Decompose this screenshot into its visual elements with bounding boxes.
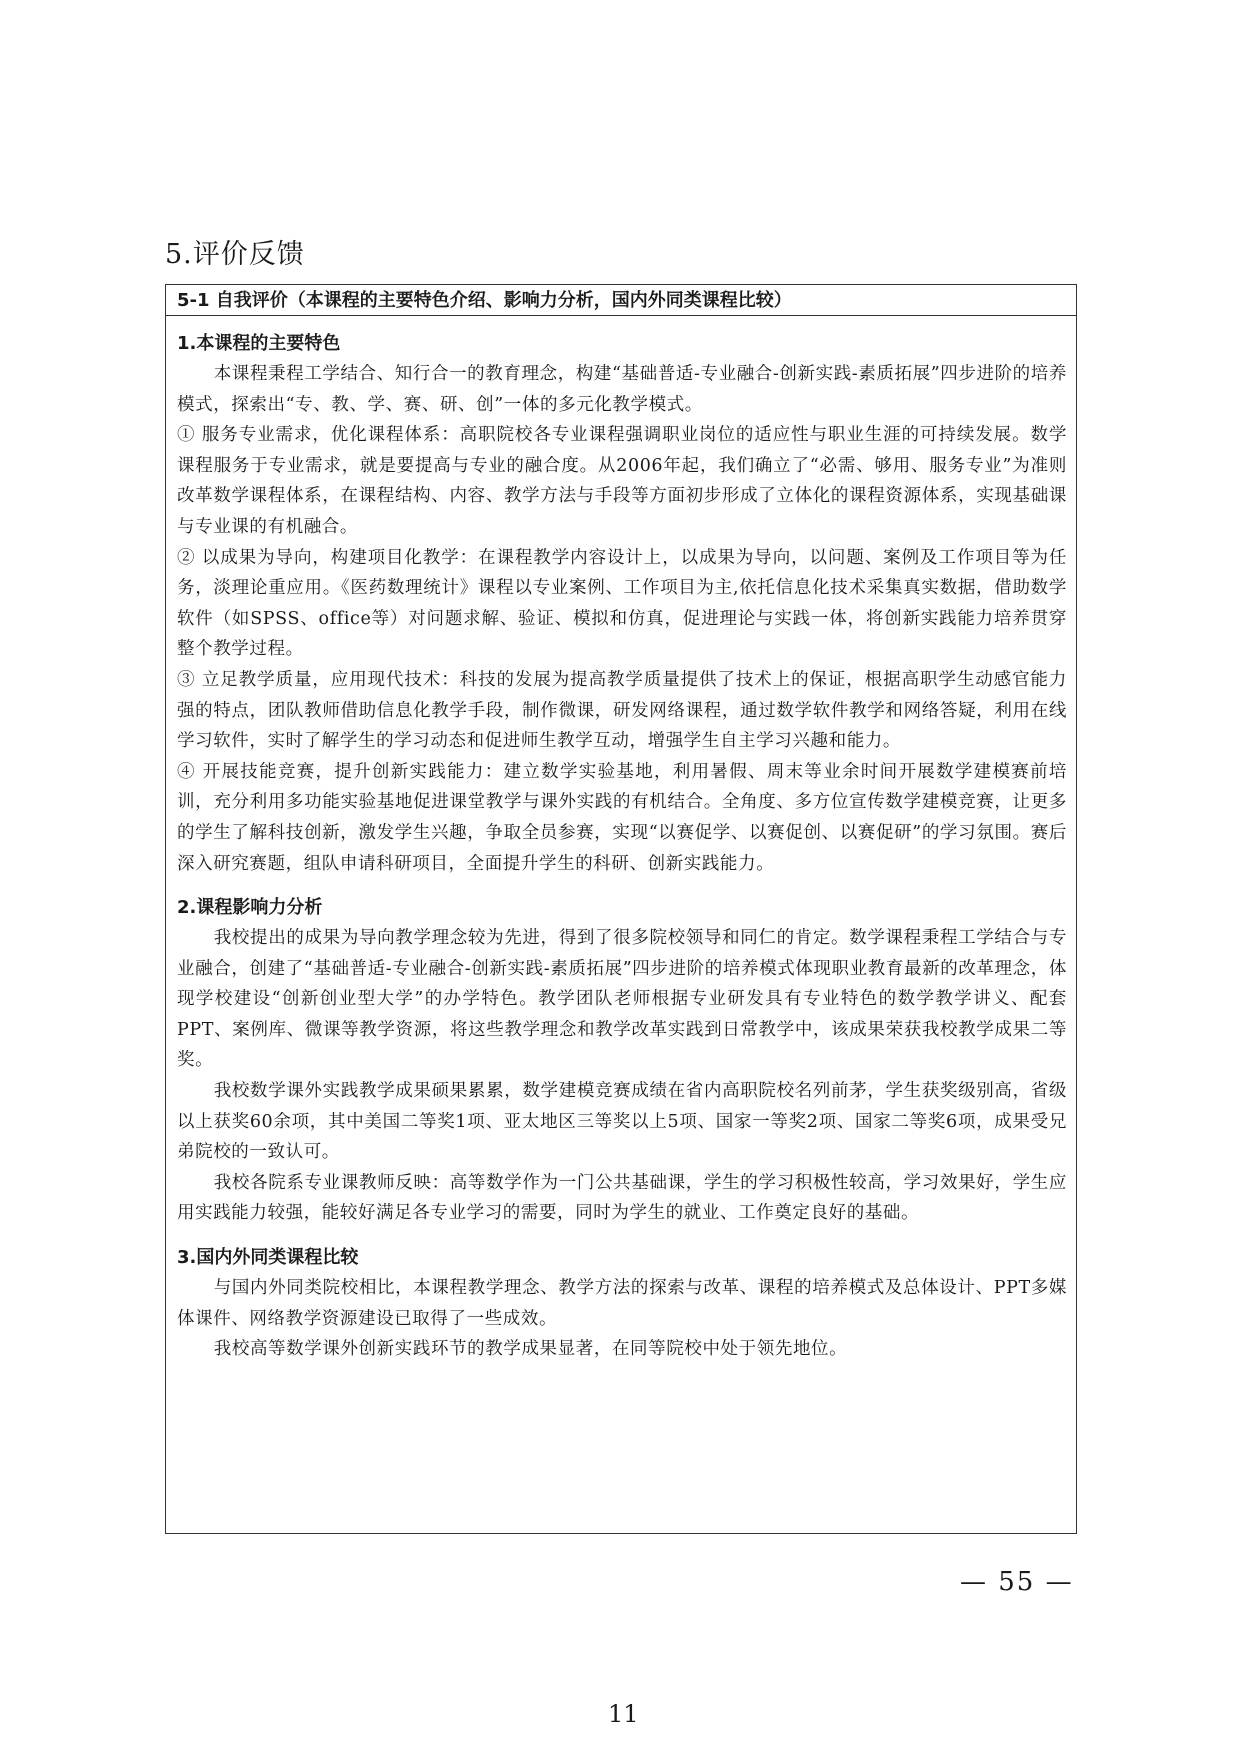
section-title: 5.评价反馈 — [165, 239, 305, 270]
paragraph: 我校高等数学课外创新实践环节的教学成果显著，在同等院校中处于领先地位。 — [213, 1339, 848, 1360]
inner-page-number: — 55 — — [960, 1567, 1074, 1597]
heading-influence: 2.课程影响力分析 — [177, 897, 323, 919]
paragraph: 我校提出的成果为导向教学理念较为先进，得到了很多院校领导和同仁的肯定。数学课程秉程工学结合与专业融合，创建了“基础普适-专业融合-创新实践-素质拓展”四步进阶的培养模式体现职业教育最新的改革理念，体现学校建设“创新创业型大学”的办学特色。教学团队老师根据专业研发具有专业特色的数学教学讲义、配套PPT、案例库、微课等教学资源，将这些教学理念和教学改革实践到日常教学中，该成果荣获我校教学成果二等奖。 — [177, 928, 1067, 1071]
paragraph: ① 服务专业需求，优化课程体系：高职院校各专业课程强调职业岗位的适应性与职业生涯的可持续发展。数学课程服务于专业需求，就是要提高与专业的融合度。从2006年起，我们确立了“必需、够用、服务专业”为准则改革数学课程体系，在课程结构、内容、教学方法与手段等方面初步形成了立体化的课程资源体系，实现基础课与专业课的有机融合。 — [177, 425, 1067, 537]
paragraph: 我校数学课外实践教学成果硕果累累，数学建模竞赛成绩在省内高职院校名列前茅，学生获奖级别高，省级以上获奖60余项，其中美国二等奖1项、亚太地区三等奖以上5项、国家一等奖2项、国家二等奖6项，成果受兄弟院校的一致认可。 — [177, 1081, 1067, 1163]
paragraph: 与国内外同类院校相比，本课程教学理念、教学方法的探索与改革、课程的培养模式及总体设计、PPT多媒体课件、网络教学资源建设已取得了一些成效。 — [177, 1278, 1067, 1329]
paragraph: ③ 立足教学质量，应用现代技术：科技的发展为提高教学质量提供了技术上的保证，根据高职学生动感官能力强的特点，团队教师借助信息化教学手段，制作微课，研发网络课程，通过数学软件教学和网络答疑，利用在线学习软件，实时了解学生的学习动态和促进师生教学互动，增强学生自主学习兴趣和能力。 — [177, 669, 1067, 752]
evaluation-box — [165, 284, 1077, 1534]
outer-page-number: 11 — [608, 1700, 639, 1728]
paragraph: 本课程秉程工学结合、知行合一的教育理念，构建“基础普适-专业融合-创新实践-素质拓展”四步进阶的培养模式，探索出“专、教、学、赛、研、创”一体的多元化教学模式。 — [177, 364, 1067, 415]
box-header: 5-1 自我评价（本课程的主要特色介绍、影响力分析，国内外同类课程比较） — [166, 285, 1076, 316]
paragraph: ② 以成果为导向，构建项目化教学：在课程教学内容设计上，以成果为导向，以问题、案例及工作项目等为任务，淡理论重应用。《医药数理统计》课程以专业案例、工作项目为主,依托信息化技术采集真实数据，借助数学软件（如SPSS、office等）对问题求解、验证、模拟和仿真，促进理论与实践一体，将创新实践能力培养贯穿整个教学过程。 — [177, 547, 1067, 660]
box-content — [177, 329, 1067, 1365]
paragraph: ④ 开展技能竞赛，提升创新实践能力：建立数学实验基地，利用暑假、周末等业余时间开展数学建模赛前培训，充分利用多功能实验基地促进课堂教学与课外实践的有机结合。全角度、多方位宣传数学建模竞赛，让更多的学生了解科技创新，激发学生兴趣，争取全员参赛，实现“以赛促学、以赛促创、以赛促研”的学习氛围。赛后深入研究赛题，组队申请科研项目，全面提升学生的科研、创新实践能力。 — [177, 761, 1067, 874]
heading-comparison: 3.国内外同类课程比较 — [177, 1247, 359, 1269]
heading-features: 1.本课程的主要特色 — [177, 333, 341, 354]
paragraph: 我校各院系专业课教师反映：高等数学作为一门公共基础课，学生的学习积极性较高，学习效果好，学生应用实践能力较强，能较好满足各专业学习的需要，同时为学生的就业、工作奠定良好的基础。 — [177, 1172, 1067, 1224]
